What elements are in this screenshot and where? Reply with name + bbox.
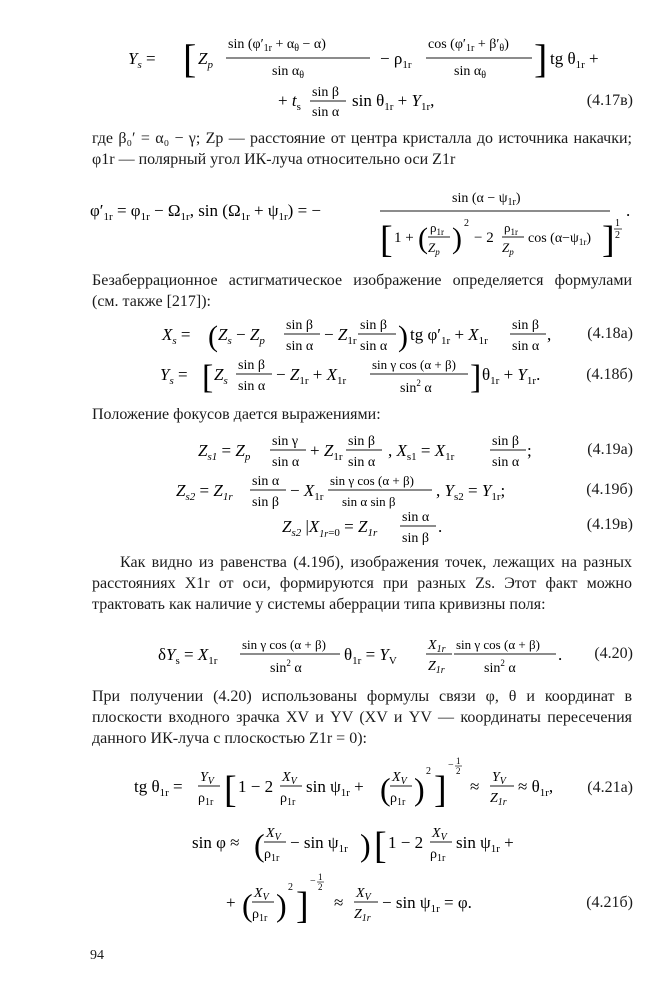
svg-text:sin α: sin α — [272, 455, 300, 470]
paragraph-entrance-pupil: При получении (4.20) использованы формулы связи φ, θ и координат в плоскости входного зрачка XV и YV (XV и YV — координаты пересечения данного ИК-луча с плоскостью Z1r = 0): — [92, 688, 632, 747]
svg-text:2: 2 — [318, 882, 323, 892]
svg-text:): ) — [276, 887, 287, 923]
svg-text:(: ( — [254, 827, 265, 863]
svg-text:ρ1r: $\rho_{1r}$ — [280, 791, 296, 808]
svg-text:YV: $Y_V$ — [492, 770, 506, 787]
svg-text:sin γ cos (α + β): sin γ cos (α + β) — [456, 637, 540, 652]
svg-text:Ys =: $Y_s$ = — [160, 365, 188, 387]
equation-number: (4.18а) — [587, 325, 633, 342]
equation-number: (4.19а) — [587, 441, 633, 458]
svg-text:θ1r = YV: $\theta_{1r} = Y_V$ — [344, 645, 397, 667]
svg-text:sin ψ1r +: $\sin \psi_{1r}$ + — [456, 833, 514, 855]
svg-text:≈: ≈ — [334, 893, 344, 912]
svg-text:Ys =: $Y_s$ = — [128, 49, 156, 71]
svg-text:sin α: sin α — [402, 510, 430, 525]
svg-text:): ) — [360, 827, 371, 863]
svg-text:Zs1 = Zp: $Z_{s1} = Z_p$ — [198, 441, 251, 463]
svg-text:sin αθ: $\sin \alpha_\theta$ — [272, 64, 304, 81]
svg-text:tg φ′1r + X1r: tg $\varphi'_{1r} + X_{1r}$ — [410, 325, 488, 347]
svg-text:− Z1r: − $Z_{1r}$ — [324, 325, 357, 347]
svg-text:ρ1r: $\rho_{1r}$ — [504, 220, 518, 237]
equation-4-20 — [90, 632, 563, 682]
svg-text:2: 2 — [426, 766, 431, 777]
svg-text:1: 1 — [615, 218, 620, 229]
svg-text:sin β: sin β — [492, 434, 519, 449]
svg-text:Zp: $Z_p$ — [428, 240, 440, 257]
equation-number: (4.18б) — [586, 366, 633, 383]
svg-text:Zs − Zp: $Z_s - Z_p$ — [218, 325, 265, 347]
svg-text:.: . — [626, 201, 631, 220]
svg-text:, Ys2 = Y1r;: , $Y_{s2} = Y_{1r}$; — [436, 481, 506, 503]
equation-number: (4.19б) — [586, 481, 633, 498]
svg-text:sin α sin β: sin α sin β — [342, 494, 396, 509]
svg-text:− 2: − 2 — [474, 230, 494, 246]
page-number: 94 — [90, 948, 104, 963]
svg-text:[: [ — [374, 825, 387, 867]
svg-text:ρ1r: $\rho_{1r}$ — [198, 791, 214, 808]
svg-text:Z1r: $Z_{1r}$ — [428, 659, 445, 676]
equation-4-21b-line2 — [90, 872, 530, 932]
svg-text:+: + — [226, 893, 236, 912]
svg-text:]: ] — [296, 885, 309, 927]
svg-text:YV: $Y_V$ — [200, 770, 214, 787]
svg-text:sin γ: sin γ — [272, 434, 299, 449]
svg-text:1: 1 — [318, 872, 323, 882]
svg-text:,: , — [547, 325, 552, 344]
svg-text:]: ] — [470, 359, 482, 396]
svg-text:Zp: $Z_p$ — [502, 240, 514, 257]
svg-text:1 − 2: 1 − 2 — [238, 777, 274, 796]
svg-text:sin (α − ψ1r): $\sin (\alpha - \psi_{1r})$ — [452, 191, 521, 208]
svg-text:[: [ — [183, 36, 197, 81]
equation-4-21b-line1 — [90, 818, 550, 874]
svg-text:sin2 α: $\sin^2 \alpha$ — [400, 378, 432, 396]
svg-text:−: − — [448, 760, 454, 771]
equation-number: (4.17в) — [586, 92, 633, 109]
svg-text:;: ; — [527, 441, 532, 460]
svg-text:1: 1 — [456, 756, 461, 766]
svg-text:ρ1r: $\rho_{1r}$ — [264, 847, 280, 864]
svg-text:]: ] — [434, 769, 447, 811]
svg-text:.: . — [558, 645, 563, 664]
svg-text:sin γ cos (α + β): sin γ cos (α + β) — [330, 473, 414, 488]
svg-text:1 +: 1 + — [394, 230, 414, 246]
svg-text:sin φ ≈: sin φ ≈ — [192, 833, 240, 852]
svg-text:− sin ψ1r: − $\sin \psi_{1r}$ — [290, 833, 348, 855]
equation-4-19v — [90, 504, 490, 550]
svg-text:sin2 α: $\sin^2 \alpha$ — [270, 658, 302, 676]
svg-text:sin θ1r + Y1r,: $\sin \theta_{1r} + Y_{1r}$, — [352, 91, 435, 113]
svg-text:): ) — [414, 771, 425, 807]
equation-4-18b — [90, 352, 550, 402]
svg-text:sin2 α: $\sin^2 \alpha$ — [484, 658, 516, 676]
svg-text:+ Z1r: + $Z_{1r}$ — [310, 441, 343, 463]
svg-text:tg θ1r +: tg $\theta_{1r}$ + — [550, 49, 599, 71]
svg-text:2: 2 — [464, 218, 469, 229]
svg-text:sin β: sin β — [348, 434, 375, 449]
svg-text:(: ( — [242, 887, 253, 923]
svg-text:Zs: $Z_s$ — [214, 365, 228, 387]
svg-text:ρ1r: $\rho_{1r}$ — [430, 220, 444, 237]
svg-text:sin α: sin α — [286, 339, 314, 354]
paragraph-field-curvature: Как видно из равенства (4.19б), изображения точек, лежащих на разных расстояниях X1r от оси, формируются при разных Zs. Этот факт можно трактовать как наличие у системы аберрации типа кривизны поля: — [92, 554, 632, 613]
svg-text:sin β: sin β — [238, 358, 265, 373]
svg-text:XV: $X_V$ — [282, 770, 297, 787]
svg-text:sin α: sin α — [360, 339, 388, 354]
svg-text:(: ( — [208, 320, 218, 353]
svg-text:≈: ≈ — [470, 777, 480, 796]
svg-text:cos (φ′1r + β′θ): $\cos (\varphi'_{1r} + \beta'_\theta)$ — [428, 37, 509, 54]
svg-text:sin α: sin α — [238, 379, 266, 394]
svg-text:Z1r: $Z_{1r}$ — [490, 791, 507, 808]
svg-text:): ) — [398, 320, 408, 353]
svg-text:Zp: $Z_p$ — [198, 49, 213, 71]
equation-4-17v-line2 — [90, 82, 510, 122]
svg-text:sin ψ1r +: $\sin \psi_{1r}$ + — [306, 777, 364, 799]
svg-text:sin γ cos (α + β): sin γ cos (α + β) — [242, 637, 326, 652]
svg-text:≈ θ1r,: ≈ $\theta_{1r}$, — [518, 777, 554, 799]
svg-text:2: 2 — [615, 230, 620, 241]
svg-text:cos (α−ψ1r): $\cos (\alpha-\psi_{1r})$ — [528, 231, 591, 247]
equation-4-17v-line1 — [90, 22, 610, 84]
svg-text:XV: $X_V$ — [392, 770, 407, 787]
svg-text:tg θ1r =: tg $\theta_{1r}$ = — [134, 777, 183, 799]
svg-text:Xs =: $X_s$ = — [162, 325, 191, 347]
svg-text:− X1r: − $X_{1r}$ — [290, 481, 324, 503]
svg-text:ρ1r: $\rho_{1r}$ — [390, 791, 406, 808]
svg-text:− sin ψ1r = φ.: − $\sin \psi_{1r} = \varphi$. — [382, 893, 472, 915]
svg-text:.: . — [438, 517, 443, 536]
svg-text:− Z1r + X1r: − $Z_{1r} + X_{1r}$ — [276, 365, 347, 387]
svg-text:ρ1r: $\rho_{1r}$ — [252, 907, 268, 924]
equation-number: (4.20) — [594, 645, 633, 662]
equation-number: (4.21а) — [587, 779, 633, 796]
equation-4-21a — [90, 756, 580, 818]
svg-text:sin α: sin α — [252, 474, 280, 489]
svg-text:[: [ — [224, 769, 237, 811]
svg-text:sin β: sin β — [312, 85, 339, 100]
svg-text:φ′1r = φ1r − Ω1r, sin (Ω1r +: $\varphi'_{1r} = \varphi_{1r} - \Omega_{1r}$, $\sin (\Omega_{1r} + \psi_{1r})$ = − — [90, 201, 321, 223]
svg-text:sin γ cos (α + β): sin γ cos (α + β) — [372, 357, 456, 372]
svg-text:(: ( — [380, 771, 391, 807]
svg-text:−: − — [310, 876, 316, 887]
svg-text:]: ] — [602, 219, 615, 261]
paragraph-definitions: где β₀′ = α₀ − γ; Zp — расстояние от центра кристалла до источника накачки; φ1r — полярный угол ИК-луча относительно оси Z1r — [92, 130, 632, 168]
equation-phi-1r — [90, 186, 650, 262]
svg-text:1 − 2: 1 − 2 — [388, 833, 424, 852]
svg-text:XV: $X_V$ — [266, 826, 281, 843]
svg-text:(: ( — [418, 222, 428, 255]
svg-text:XV: $X_V$ — [432, 826, 447, 843]
svg-text:− ρ1r: − $\rho_{1r}$ — [380, 49, 412, 71]
svg-text:sin α: sin α — [348, 455, 376, 470]
svg-text:sin αθ: $\sin \alpha_\theta$ — [454, 64, 486, 81]
svg-text:[: [ — [380, 219, 393, 261]
svg-text:sin β: sin β — [286, 318, 313, 333]
svg-text:sin β: sin β — [360, 318, 387, 333]
svg-text:sin (φ′1r + αθ − α): $\sin (\varphi'_{1r} + \alpha_\theta - \alpha)$ — [228, 37, 326, 54]
svg-text:Z1r: $Z_{1r}$ — [354, 907, 371, 924]
svg-text:sin α: sin α — [512, 339, 540, 354]
svg-text:XV: $X_V$ — [254, 886, 269, 903]
equation-number: (4.19в) — [586, 516, 633, 533]
svg-text:ρ1r: $\rho_{1r}$ — [430, 847, 446, 864]
svg-text:+ ts: + $t_s$ — [278, 91, 301, 113]
svg-text:sin α: sin α — [312, 105, 340, 120]
svg-text:Zs2 |X1r=0 = Z1r: $Z_{s2}$ $|X_{1r}=0 = Z_{1r}$ — [282, 517, 378, 540]
svg-text:X1r: $X_{1r}$ — [428, 638, 446, 655]
svg-text:2: 2 — [288, 882, 293, 893]
svg-text:XV: $X_V$ — [356, 886, 371, 903]
svg-text:sin β: sin β — [512, 318, 539, 333]
equation-number: (4.21б) — [586, 894, 633, 911]
svg-text:2: 2 — [456, 766, 461, 776]
svg-text:sin β: sin β — [402, 531, 429, 546]
svg-text:[: [ — [202, 359, 214, 396]
svg-text:θ1r + Y1r.: $\theta_{1r} + Y_{1r}$. — [482, 365, 541, 387]
svg-text:δYs = X1r: $\delta Y_s = X_{1r}$ — [158, 645, 218, 667]
svg-text:]: ] — [534, 36, 548, 81]
svg-text:, Xs1 = X1r: , $X_{s1} = X_{1r}$ — [388, 441, 455, 463]
paragraph-foci: Положение фокусов дается выражениями: — [92, 406, 381, 423]
svg-text:): ) — [452, 222, 462, 255]
svg-text:Zs2 = Z1r: $Z_{s2} = Z_{1r}$ — [176, 481, 233, 503]
svg-text:sin α: sin α — [492, 455, 520, 470]
svg-text:sin β: sin β — [252, 495, 279, 510]
paragraph-astigmatic: Безаберрационное астигматическое изображение определяется формулами (см. также [217]): — [92, 272, 632, 310]
